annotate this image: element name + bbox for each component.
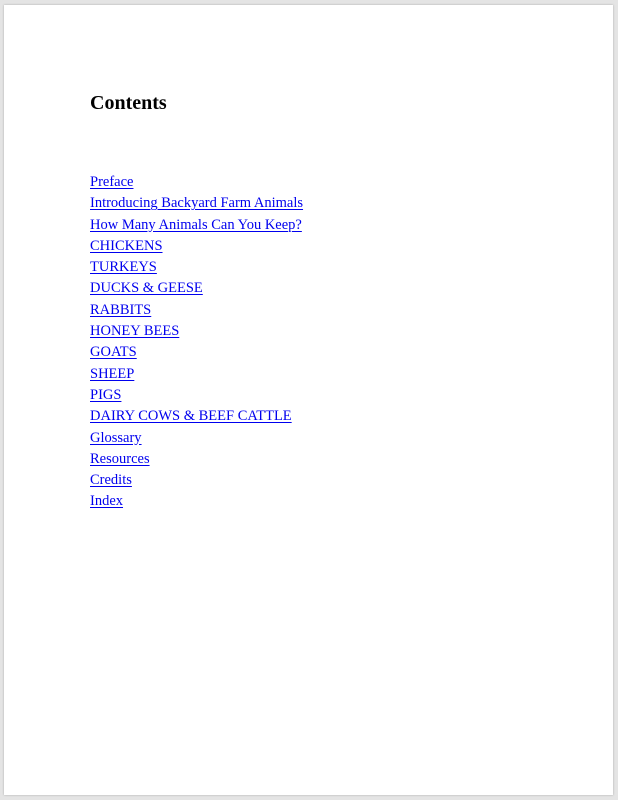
toc-link-goats[interactable]: GOATS [90,344,137,361]
toc-item [90,235,303,256]
toc-link-pigs[interactable]: PIGS [90,386,122,403]
toc-item [90,405,303,426]
toc-item [90,192,303,213]
toc-item [90,490,303,511]
toc-item [90,299,303,320]
toc-link-ducks-geese[interactable]: DUCKS & GEESE [90,280,203,297]
toc-link-dairy-cows-beef-cattle[interactable]: DAIRY COWS & BEEF CATTLE [90,408,292,425]
toc-item [90,256,303,277]
toc-link-glossary[interactable]: Glossary [90,429,142,446]
toc-item [90,363,303,384]
toc-link-sheep[interactable]: SHEEP [90,365,135,382]
toc-item [90,320,303,341]
toc-link-credits[interactable]: Credits [90,472,132,489]
toc-item [90,277,303,298]
toc-link-introducing[interactable]: Introducing Backyard Farm Animals [90,195,304,212]
toc-item [90,469,303,490]
toc-item [90,448,303,469]
toc-link-turkeys[interactable]: TURKEYS [90,259,157,276]
toc-link-chickens[interactable]: CHICKENS [90,237,163,254]
toc-link-honey-bees[interactable]: HONEY BEES [90,323,180,340]
toc-item [90,341,303,362]
table-of-contents [90,171,303,512]
page-title: Contents [90,92,167,114]
toc-item [90,384,303,405]
document-page [4,5,613,795]
toc-item [90,427,303,448]
toc-link-rabbits[interactable]: RABBITS [90,301,152,318]
toc-link-preface[interactable]: Preface [90,174,134,190]
toc-link-index[interactable]: Index [90,493,124,510]
toc-item [90,171,303,192]
toc-item [90,214,303,235]
toc-link-resources[interactable]: Resources [90,450,150,467]
toc-link-how-many[interactable]: How Many Animals Can You Keep? [90,216,302,233]
